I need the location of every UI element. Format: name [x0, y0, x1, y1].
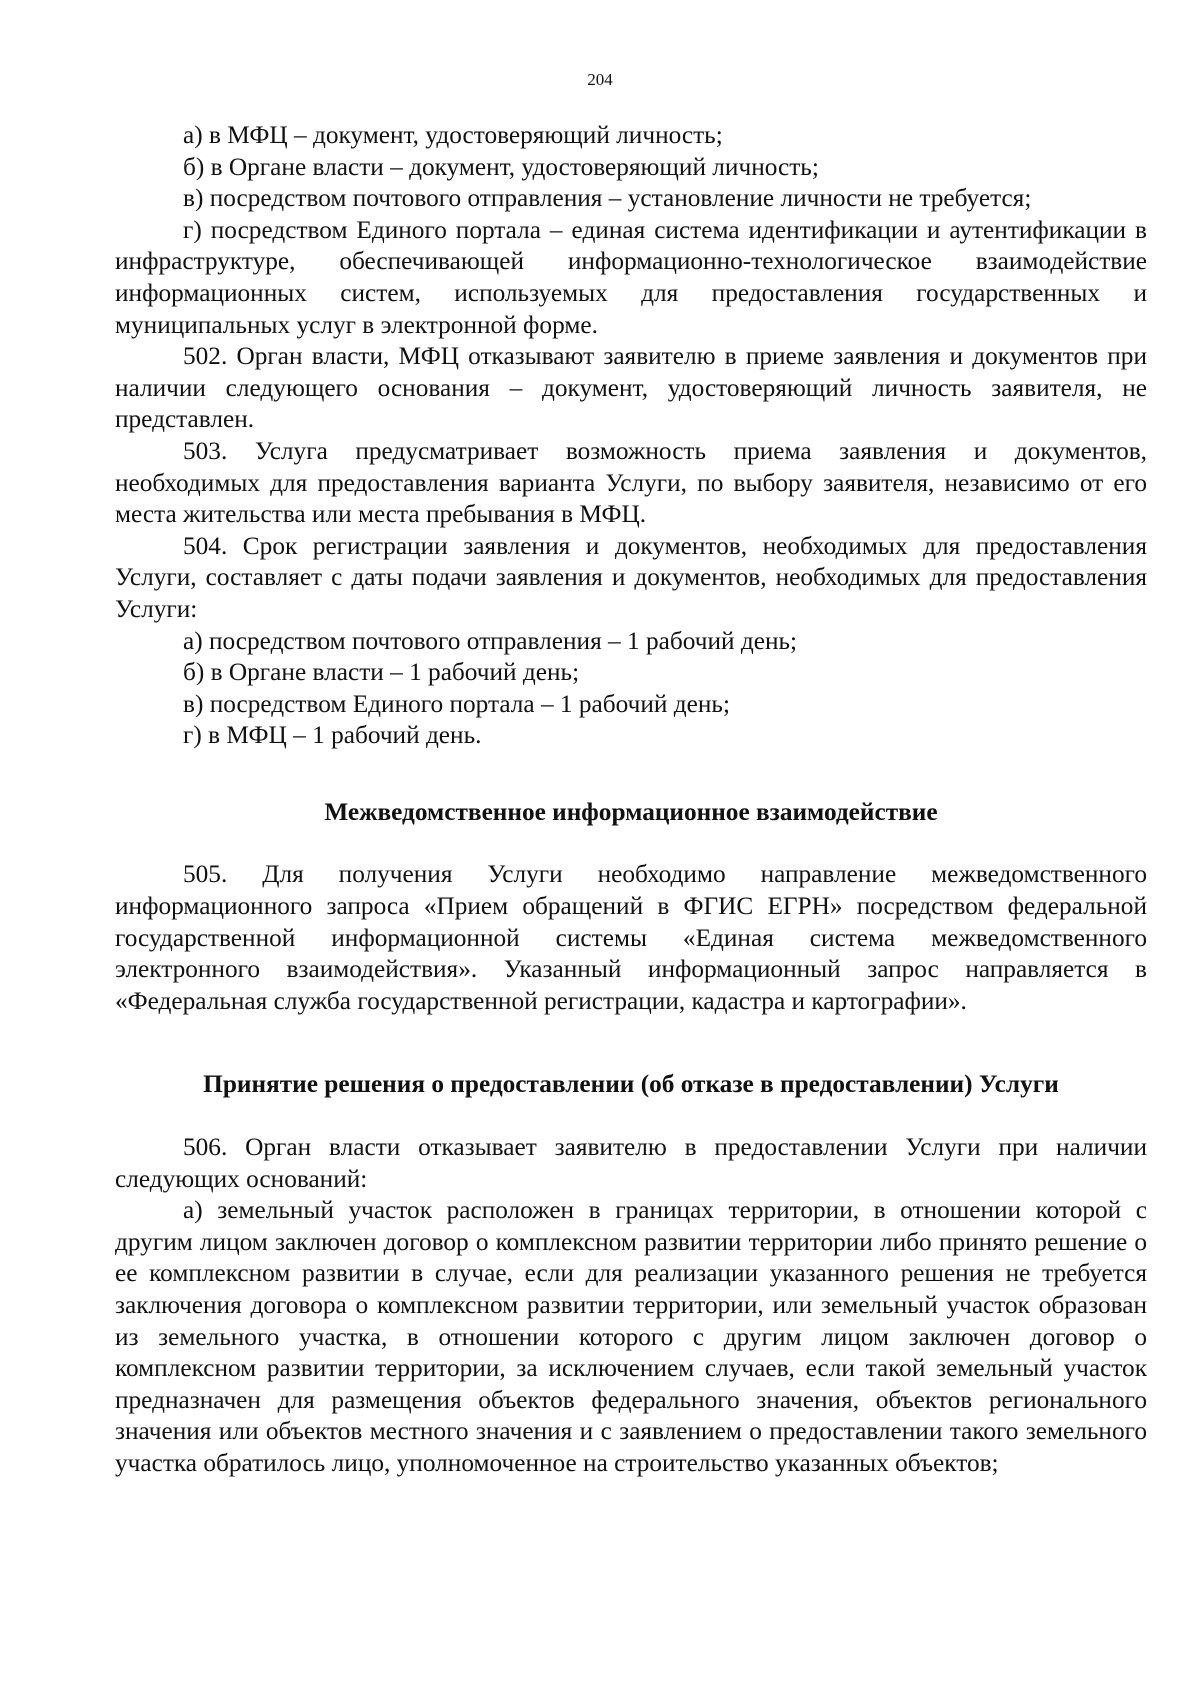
- list-item-b-authority-identity: б) в Органе власти – документ, удостоверяющий личность;: [183, 152, 819, 181]
- paragraph-505: 505. Для получения Услуги необходимо направление межведомственного информационного запроса «Прием обращений в ФГИС ЕГРН» посредством федеральной государственной информационной системы «Единая система межведомственного электронного взаимодействия». Указанный информационный запрос направляется в «Федеральная служба государственной регистрации, кадастра и картографии».: [115, 860, 1147, 1015]
- section-heading-interagency: Межведомственное информационное взаимодействие: [324, 797, 938, 826]
- list-item-a-mfc-identity: а) в МФЦ – документ, удостоверяющий личность;: [183, 121, 723, 149]
- list-item-b-authority-term: б) в Органе власти – 1 рабочий день;: [183, 658, 580, 687]
- paragraph-503: 503. Услуга предусматривает возможность приема заявления и документов, необходимых для предоставления варианта Услуги, по выбору заявителя, независимо от его места жительства или места пребывания в МФЦ.: [115, 436, 1147, 529]
- paragraph-504: 504. Срок регистрации заявления и документов, необходимых для предоставления Услуги, составляет с даты подачи заявления и документов, необходимых для предоставления Услуги:: [115, 531, 1147, 623]
- list-item-a-postal-term: а) посредством почтового отправления – 1 рабочий день;: [183, 626, 798, 655]
- list-item-a-land-plot: а) земельный участок расположен в границах территории, в отношении которой с другим лицом заключен договор о комплексном развитии территории либо принято решение о ее комплексном развитии в случае, если для реализации указанного решения не требуется заключения договора о комплексном развитии территории, или земельный участок образован из земельного участка, в отношении которого с другим лицом заключен договор о комплексном развитии территории, за исключением случаев, если такой земельный участок предназначен для размещения объектов федерального значения, объектов регионального значения или объектов местного значения и с заявлением о предоставлении такого земельного участка обратилось лицо, уполномоченное на строительство указанных объектов;: [115, 1196, 1147, 1477]
- document-body: [115, 120, 1147, 1480]
- paragraph-502: 502. Орган власти, МФЦ отказывают заявителю в приеме заявления и документов при наличии следующего основания – документ, удостоверяющий личность заявителя, не представлен.: [115, 342, 1147, 434]
- section-heading-decision: Принятие решения о предоставлении (об отказе в предоставлении) Услуги: [203, 1070, 1059, 1099]
- page-number: 204: [587, 70, 613, 89]
- list-item-g-mfc-term: г) в МФЦ – 1 рабочий день.: [183, 721, 482, 750]
- list-item-g-portal-identity: г) посредством Единого портала – единая система идентификации и аутентификации в инфраструктуре, обеспечивающей информационно-технологическое взаимодействие информационных систем, используемых для предоставления государственных и муниципальных услуг в электронной форме.: [115, 215, 1147, 339]
- paragraph-506: 506. Орган власти отказывает заявителю в предоставлении Услуги при наличии следующих оснований:: [115, 1133, 1147, 1193]
- list-item-v-postal-identity: в) посредством почтового отправления – установление личности не требуется;: [183, 184, 1032, 213]
- list-item-v-portal-term: в) посредством Единого портала – 1 рабочий день;: [183, 689, 730, 718]
